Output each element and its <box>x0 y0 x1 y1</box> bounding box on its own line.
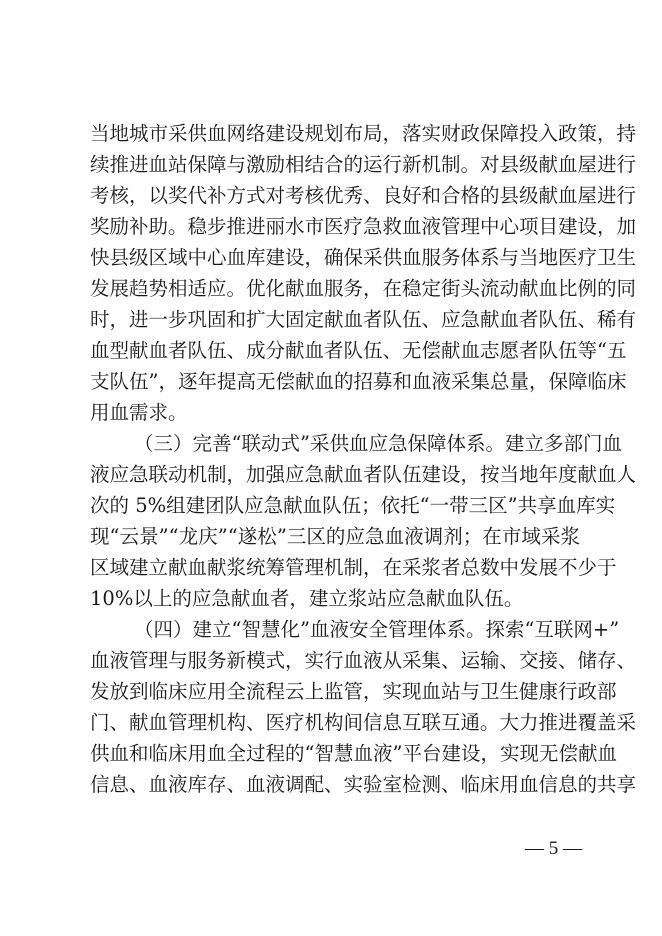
text-line: 快县级区域中心血库建设，确保采供血服务体系与当地医疗卫生 <box>90 246 637 269</box>
paragraph-section-4 <box>90 614 637 800</box>
text-line: 10%以上的应急献血者，建立浆站应急献血队伍。 <box>90 587 524 610</box>
text-line: 次的 5%组建团队应急献血队伍；依托“一带三区”共享血库实 <box>90 494 616 517</box>
page-number: — 5 — <box>525 838 582 859</box>
section-heading-line: （四）建立“智慧化”血液安全管理体系。探索“互联网+” <box>134 618 620 641</box>
text-line: 血型献血者队伍、成分献血者队伍、无偿献血志愿者队伍等“五 <box>90 339 627 362</box>
text-line: 液应急联动机制，加强应急献血者队伍建设，按当地年度献血人 <box>90 463 637 486</box>
text-line: 区域建立献血献浆统筹管理机制，在采浆者总数中发展不少于 <box>90 556 617 579</box>
paragraph-continuation <box>90 118 637 428</box>
text-line: 供血和临床用血全过程的“智慧血液”平台建设，实现无偿献血 <box>90 742 617 765</box>
text-line: 奖励补助。稳步推进丽水市医疗急救血液管理中心项目建设，加 <box>90 215 637 238</box>
text-line: 发放到临床应用全流程云上监管，实现血站与卫生健康行政部 <box>90 680 617 703</box>
text-line: 门、献血管理机构、医疗机构间信息互联互通。大力推进覆盖采 <box>90 711 637 734</box>
text-line: 支队伍”，逐年提高无偿献血的招募和血液采集总量，保障临床 <box>90 370 627 393</box>
text-line: 现“云景”“龙庆”“遂松”三区的应急血液调剂；在市域采浆 <box>90 525 580 548</box>
text-line: 发展趋势相适应。优化献血服务，在稳定街头流动献血比例的同 <box>90 277 637 300</box>
text-line: 当地城市采供血网络建设规划布局，落实财政保障投入政策，持 <box>90 122 637 145</box>
text-line: 用血需求。 <box>90 401 188 424</box>
text-line: 续推进血站保障与激励相结合的运行新机制。对县级献血屋进行 <box>90 153 637 176</box>
text-line: 血液管理与服务新模式，实行血液从采集、运输、交接、储存、 <box>90 649 637 672</box>
body-text <box>90 118 637 800</box>
section-heading-line: （三）完善“联动式”采供血应急保障体系。建立多部门血 <box>134 432 622 455</box>
text-line: 考核，以奖代补方式对考核优秀、良好和合格的县级献血屋进行 <box>90 184 637 207</box>
paragraph-section-3 <box>90 428 637 614</box>
text-line: 信息、血液库存、血液调配、实验室检测、临床用血信息的共享 <box>90 773 637 796</box>
text-line: 时，进一步巩固和扩大固定献血者队伍、应急献血者队伍、稀有 <box>90 308 637 331</box>
